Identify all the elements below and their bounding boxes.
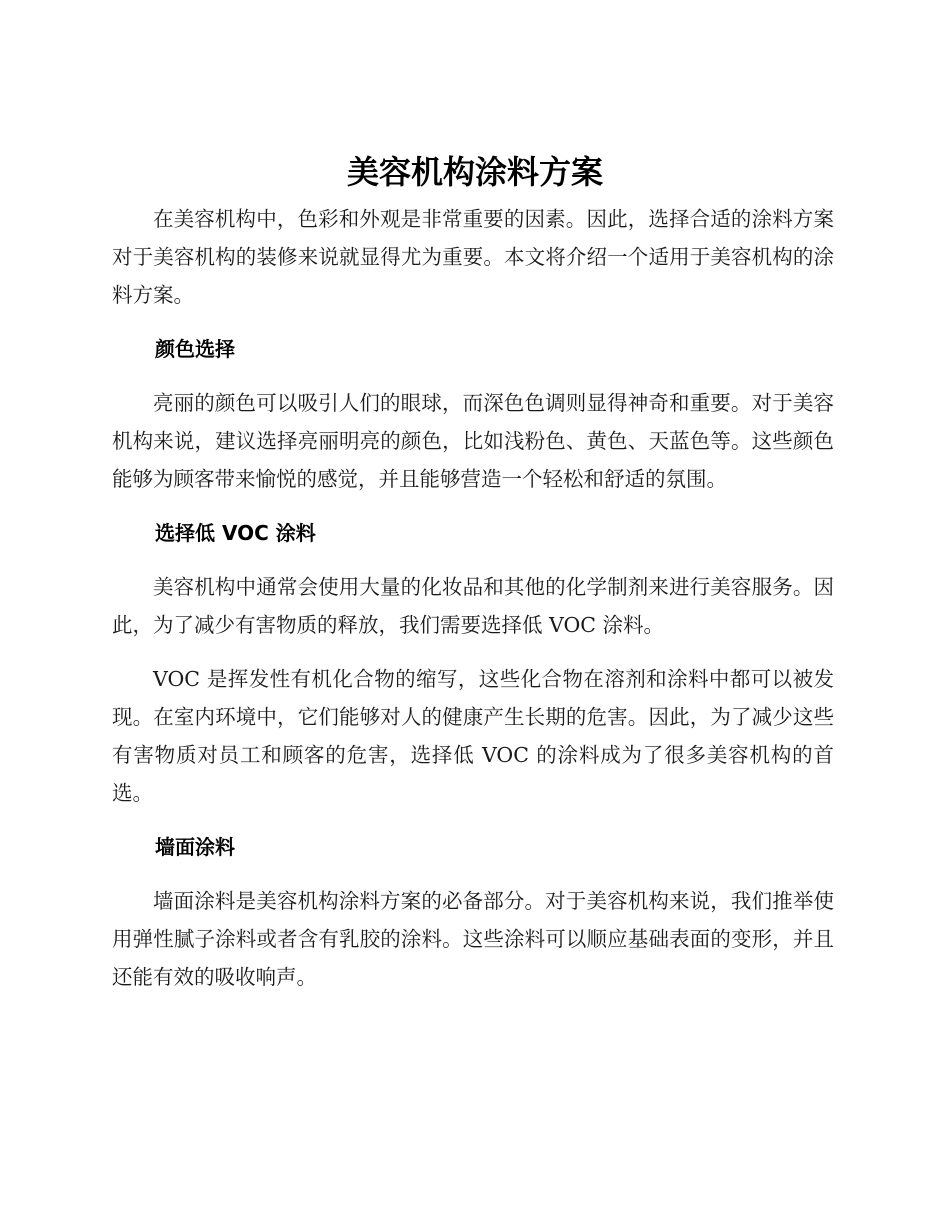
section-paragraph: 亮丽的颜色可以吸引人们的眼球，而深色色调则显得神奇和重要。对于美容机构来说，建议选择亮丽明亮的颜色，比如浅粉色、黄色、天蓝色等。这些颜色能够为顾客带来愉悦的感觉，并且能够营造一个轻松和舒适的氛围。	[112, 391, 834, 491]
section-heading-wall-coating: 墙面涂料	[155, 835, 235, 859]
section-paragraph: 美容机构中通常会使用大量的化妆品和其他的化学制剂来进行美容服务。因此，为了减少有害物质的释放，我们需要选择低 VOC 涂料。	[112, 575, 834, 637]
document-title: 美容机构涂料方案	[346, 153, 603, 191]
section-heading-color: 颜色选择	[155, 337, 235, 361]
intro-paragraph: 在美容机构中，色彩和外观是非常重要的因素。因此，选择合适的涂料方案对于美容机构的装修来说就显得尤为重要。本文将介绍一个适用于美容机构的涂料方案。	[112, 207, 834, 307]
document-body	[112, 200, 834, 996]
section-heading-low-voc: 选择低 VOC 涂料	[155, 521, 316, 545]
section-paragraph: 墙面涂料是美容机构涂料方案的必备部分。对于美容机构来说，我们推举使用弹性腻子涂料或者含有乳胶的涂料。这些涂料可以顺应基础表面的变形，并且还能有效的吸收响声。	[112, 889, 834, 989]
section-paragraph: VOC 是挥发性有机化合物的缩写，这些化合物在溶剂和涂料中都可以被发现。在室内环境中，它们能够对人的健康产生长期的危害。因此，为了减少这些有害物质对员工和顾客的危害，选择低 VOC 的涂料成为了很多美容机构的首选。	[112, 667, 834, 805]
